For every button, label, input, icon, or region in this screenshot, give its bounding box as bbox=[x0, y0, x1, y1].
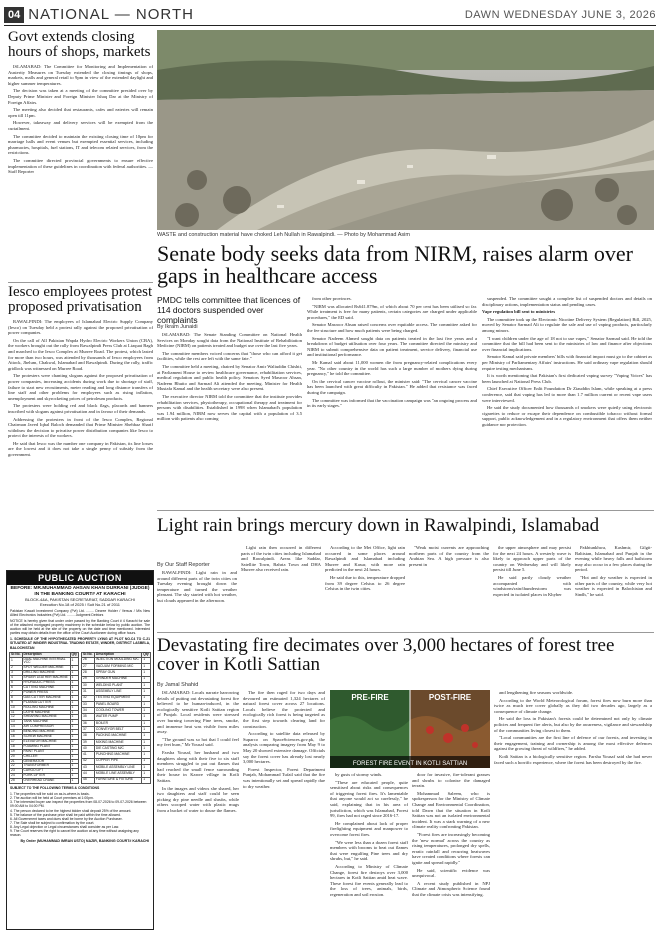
table-cell: PANEL BOARD bbox=[94, 701, 141, 707]
table-cell: 1 bbox=[142, 727, 151, 733]
table-cell: 1 bbox=[142, 701, 151, 707]
paragraph: Pakhtunkhwa, Kashmir, Gilgit-Baltistan, Islamabad and Punjab in the evening while heavy falls and hailstorm may also occur in a few places during the period. bbox=[575, 545, 652, 573]
paragraph: He said, scientific evidence was unequivocal. bbox=[412, 867, 490, 879]
table-cell: WELDING PLANT bbox=[94, 682, 141, 688]
divider bbox=[8, 282, 153, 283]
paragraph: On the cervical cancer vaccine rollout, the minister said: "The cervical cancer vaccine has been launched with great difficulty in Pakistan." He added that resistance was faced during the campaign. bbox=[307, 378, 477, 395]
story-iesco bbox=[8, 285, 153, 565]
table-cell: CUTTING MACHINE bbox=[22, 685, 70, 690]
paragraph: The protesters were holding red and black flags, placards and banners inscribed with slogans against privatisation and in favour of their demands. bbox=[8, 403, 153, 414]
story-fire-col2 bbox=[243, 690, 325, 930]
paragraph: The committee decided to maintain the existing closing time of 10pm for marriage halls and event venues but exempted essential services, including pharmacies, hospitals, fuel stations, IT and telecom related services, from the restrictions. bbox=[8, 133, 153, 156]
paragraph: RAWALPINDI: The employees of Islamabad Electric Supply Company (Iesco) on Tuesday held a protest rally against the proposed privatisation of power companies. bbox=[8, 319, 153, 336]
table-cell: PACKING MACHINE bbox=[94, 733, 141, 739]
paragraph: The committee took up the Electronic Nicotine Delivery System (Regulation) Bill, 2025, moved by Senator Sarmad Ali to regulate the sale and use of vaping products, particularly among minors. bbox=[482, 316, 652, 333]
table-cell: 1 bbox=[70, 725, 79, 730]
table-cell: 1 bbox=[142, 676, 151, 682]
table-cell: 24 bbox=[10, 774, 23, 779]
table-cell: 1 bbox=[70, 715, 79, 720]
table-cell: 29 bbox=[82, 676, 95, 682]
table-cell: 41 bbox=[82, 752, 95, 758]
table-cell: ELEVATOR MACHINE bbox=[22, 739, 70, 744]
table-cell: 1 bbox=[70, 769, 79, 774]
table-cell: 34 bbox=[82, 708, 95, 714]
table-cell: GAS CUTTER MACHINE bbox=[22, 695, 70, 700]
fire-satellite-photo bbox=[330, 690, 490, 768]
table-cell: 12 bbox=[10, 715, 23, 720]
auction-title: PUBLIC AUCTION bbox=[7, 571, 153, 585]
table-cell: 1 bbox=[70, 735, 79, 740]
story-rain-col bbox=[157, 570, 237, 628]
table-cell: 10 bbox=[10, 705, 23, 710]
paragraph: He complained about lack of proper firefighting equipment and manpower to overcome forest fires. bbox=[330, 820, 408, 837]
table-cell: 7 bbox=[10, 690, 23, 695]
table-cell: SPIDER LEATHER MACHINE bbox=[22, 676, 70, 681]
paragraph: suspended. The committee sought a complete list of suspended doctors and details on disciplinary actions, implementation status and pending cases. bbox=[482, 296, 652, 307]
paragraph: The fire then raged for two days and devoured an estimated 1,324 hectares of natural forest cover across 27 locations. Locals believe the protected and ecologically rich forest is being targeted as the first step towards clearing land for construction. bbox=[243, 690, 325, 729]
table-cell: 21 bbox=[10, 759, 23, 764]
paragraph: Mr Kamal said about 11,000 women die from pregnancy-related complications every year. "No other country in the world has such a large number of mothers dying during pregnancy," he told the committee. bbox=[307, 359, 477, 377]
paragraph: According to the World Meteorological forum, forest fires now burn more than twice as much tree cover globally as they did two decades ago, largely as a consequence of climate change. bbox=[494, 697, 652, 714]
table-cell: MIXING MACHINE bbox=[94, 739, 141, 745]
table-cell: 3 bbox=[10, 671, 23, 676]
table-cell: 1 bbox=[70, 739, 79, 744]
col-header: Qty bbox=[71, 651, 77, 656]
table-cell: 1 bbox=[70, 744, 79, 749]
table-cell: MOBILE LINE ASSEMBLY bbox=[94, 771, 141, 777]
table-cell: 1 bbox=[70, 720, 79, 725]
story-rain-byline: By Our Staff Reporter bbox=[157, 562, 210, 568]
paragraph: Forest Inspector, Forest Department Punjab, Mohammad Tufail said that the fire was intentionally set and spread rapidly due to dry weather. bbox=[243, 766, 325, 789]
story-rain-col bbox=[493, 545, 571, 628]
table-cell: 1 bbox=[142, 739, 151, 745]
paragraph: The committee members voiced concerns that "those who can afford it get facilities, while the rest are left with the same fate." bbox=[157, 350, 302, 362]
paragraph: However, takeaway and delivery services will be exempted from the curtailment. bbox=[8, 120, 153, 131]
table-cell: 43 bbox=[82, 765, 95, 771]
table-cell: CARGO LIFT bbox=[22, 769, 70, 774]
table-cell: 1 bbox=[70, 764, 79, 769]
story-rain-col bbox=[409, 545, 489, 628]
story-nirm-col1 bbox=[157, 332, 302, 502]
auction-note: 7. The Sale shall be subject to confirmation by the court. bbox=[10, 820, 95, 825]
table-cell: 26 bbox=[82, 657, 95, 663]
table-cell: DIE CASTING M/C bbox=[94, 746, 141, 752]
table-cell: GRINDER MACHINE bbox=[94, 676, 141, 682]
paragraph: He said due to this, temperature dropped from 39 degree Celsius to 26 degree Celsius in the twin cities. bbox=[325, 574, 405, 592]
auction-notes bbox=[7, 791, 153, 838]
divider bbox=[157, 632, 654, 633]
auction-signature: By Order (MUHAMMAD IMRAN USTO) NAZIR, BANKING COURT# KARACHI bbox=[20, 839, 149, 844]
story-fire-col1 bbox=[157, 690, 239, 930]
table-cell: 1 bbox=[142, 752, 151, 758]
col-header: Description bbox=[22, 652, 70, 657]
table-cell: 44 bbox=[82, 771, 95, 777]
dateline: DAWN WEDNESDAY JUNE 3, 2026 bbox=[464, 8, 656, 21]
table-cell: 1 bbox=[70, 695, 79, 700]
table-cell: AIR COMPRESSOR bbox=[22, 725, 70, 730]
table-cell: 11 bbox=[10, 710, 23, 715]
table-cell: ASSEMBLY LINE bbox=[94, 689, 141, 695]
paragraph: ISLAMABAD: The Committee for Monitoring and Implementation of Austerity Measures on Tuesday extended the closing timings of shops, markets, malls and general retail to 9pm in view of the extended daylight and higher summer temperatures. bbox=[8, 64, 153, 86]
table-cell: 1 bbox=[70, 749, 79, 754]
table-cell: LATHE MACHINE bbox=[22, 710, 70, 715]
table-cell: TESTING EQUIPMENT bbox=[94, 695, 141, 701]
auction-note: 5. The balance of the purchase price shall be paid within the time allowed. bbox=[10, 812, 121, 817]
auction-note: 1. The properties will be sold on as-is-where-is basis. bbox=[10, 792, 90, 797]
paragraph: He said the loss in Pakistan's forests could be determined not only by climate policies and frequent fire alerts, but also by the awareness, vigilance and stewardship of the communities living closest to them. bbox=[494, 716, 652, 733]
paragraph: and lengthening fire seasons worldwide. bbox=[499, 690, 574, 695]
table-cell: 35 bbox=[82, 714, 95, 720]
table-cell: DRILLING MACHINE bbox=[22, 671, 70, 676]
auction-note: 9. The Court reserves the right to cancel the auction at any time without assigning any reason. bbox=[10, 829, 139, 838]
table-cell: BENDING MACHINE bbox=[22, 730, 70, 735]
nullah-photo bbox=[157, 30, 654, 230]
paragraph: the upper atmosphere and may persist for the next 24 hours. A westerly wave is likely to approach upper parts of the country on Wednesday and will likely persist till June 5. bbox=[493, 545, 571, 573]
paragraph: It is worth mentioning that Pakistan's first dedicated vaping survey "Vaping Voices" has been launched at National Press Club. bbox=[482, 373, 652, 384]
table-cell: ROLLING MACHINE bbox=[22, 705, 70, 710]
auction-note: 8. Any Legal objection or Legal circumstances shall consider as per Law. bbox=[10, 824, 119, 829]
col-header: Sr.No. bbox=[83, 651, 93, 656]
table-cell: 38 bbox=[82, 733, 95, 739]
story-fire-col3 bbox=[330, 772, 408, 930]
paragraph: The meeting also decided that restaurants, cafes and eateries will remain open till 11pm. bbox=[8, 107, 153, 118]
table-cell: COPPER PIPE bbox=[94, 758, 141, 764]
paragraph: He said partly cloudy weather accompanied with windstorm/rain/thunderstorm was expected in isolated places in Khyber bbox=[493, 574, 571, 597]
table-cell: TRANSFORMER bbox=[22, 764, 70, 769]
table-cell: PUNCHING MACHINE bbox=[94, 752, 141, 758]
table-cell: COOLING TOWER bbox=[94, 708, 141, 714]
photo-caption: WASTE and construction material have choked Leh Nullah in Rawalpindi. — Photo by Mohammad Asim bbox=[157, 232, 410, 238]
table-cell: 1 bbox=[142, 695, 151, 701]
table-cell: 1 bbox=[142, 708, 151, 714]
auction-schedule-title: 1. SCHEDULE OF THE HYPOTHECATED PROPERTY LYING AT PLOT NO.C4 TO C-21 SITUATED AT WINDER INDUSTRIAL TRADING ESTATE, WINDER, DISTRICT LASBELA, BALOCHISTAN bbox=[10, 637, 150, 650]
paragraph: According to Ministry of Climate Change, forest fire destroys over 3,000 hectares in Kotli Sattian amid heat wave. These forest fire events generally lead to the loss of trees, animals, birds, regeneration and soil erosion. bbox=[330, 863, 408, 897]
paragraph: by gusts of stormy winds. bbox=[335, 772, 383, 777]
table-row bbox=[10, 779, 79, 784]
table-cell: 1 bbox=[70, 700, 79, 705]
table-cell: FURNITURE & FIXTURE bbox=[94, 777, 141, 783]
table-cell: 14 bbox=[10, 725, 23, 730]
paragraph: "I want children under the age of 18 not to use vapes," Senator Sarmad said. He told the committee that the bill had been sent to the ministries of law and finance after objections over financial implications. bbox=[482, 335, 652, 352]
table-cell: 1 bbox=[142, 689, 151, 695]
pre-fire-label: PRE-FIRE bbox=[351, 693, 389, 702]
table-cell: 1 bbox=[142, 720, 151, 726]
paragraph: door for invasive, fire-tolerant grasses and shrubs to colonise the damaged terrain. bbox=[412, 772, 490, 789]
col-header: Qty bbox=[143, 651, 149, 656]
paragraph: On the call of All Pakistan Wapda Hydro Electric Workers Union (CBA), the workers brought out the rally from Rawalpindi Press Club at Liaquat Bagh and marched to the Iesco Complex at Murree Road. The protest, which lasted for more than two hours, was attended by thousands of Iesco employees from Attock, Jhelum, Chakwal, Islamabad and Rawalpindi. During the rally, traffic gridlock was witnessed on Murree Road. bbox=[8, 337, 153, 371]
paragraph: According to satellite data released by Suparco on SpaceSciences.gov.pk, the analysis comparing imagery from May 9 to May 20 showed extensive damage. Officials say the forest cover has already lost nearly 3,000 hectares. bbox=[243, 731, 325, 765]
col-header: Description bbox=[94, 652, 141, 657]
paragraph: ISLAMABAD: The Senate Standing Committee on National Health Services on Monday sought data from the National Institute of Rehabilitation Medicine (NIRM) on patients treated and budget use over the last five years. bbox=[157, 332, 302, 349]
table-cell: CONVEYOR BELT bbox=[94, 727, 141, 733]
auction-address: BLOCK-4&A, PAKISTAN SECRETARIAT, SADDAR KARACHI bbox=[25, 597, 135, 603]
paragraph: The protesters were chanting slogans against the proposed privatisation of power companies, increasing accidents during work due to shortage of staff, failure to start new recruitments, meter reading and long distance transfers of line staff and other problems for employees such as rising inflation, unemployment and skyrocketing prices of petroleum products. bbox=[8, 373, 153, 401]
table-cell: 1 bbox=[70, 710, 79, 715]
paragraph: Farsha Yousaf, her husband and two daughters along with their five to six staff members struggled to put out flames that had reached the small fence surrounding their house in Karore village in Kotli Sattian. bbox=[157, 749, 239, 783]
auction-court: BEFORE: MR.MUHAMMAD AHSAN KHAN DURRANI (JUDGE) IN THE BANKING COURT# AT KARACHI bbox=[10, 586, 150, 597]
table-cell: CHILLER bbox=[22, 754, 70, 759]
table-cell: TANK MACHINE bbox=[22, 720, 70, 725]
table-row bbox=[82, 777, 151, 783]
table-cell: 1 bbox=[142, 663, 151, 669]
paragraph: In the images and videos she shared, her two daughters and staff could be seen picking dry pine needle and shrubs, while others scooped water with plastic mugs from a bucket of water to douse the flames. bbox=[157, 785, 239, 813]
table-cell: 1 bbox=[70, 730, 79, 735]
divider bbox=[157, 510, 654, 511]
table-cell: 1 bbox=[70, 690, 79, 695]
subheading: Vape regulation bill sent to ministries bbox=[482, 309, 556, 315]
table-cell: 23 bbox=[10, 769, 23, 774]
story-rain-headline[interactable]: Light rain brings mercury down in Rawalpindi, Islamabad bbox=[157, 515, 600, 536]
paragraph: Senator Masroor Ahsan raised concerns over equitable access. The committee asked for the fee structure and how much patients were being charged. bbox=[307, 322, 477, 333]
story-nirm-col3 bbox=[482, 296, 652, 502]
auction-note: 4. The person declared to be the highest bidder shall deposit 25% of the amount. bbox=[10, 808, 132, 813]
table-cell: 32 bbox=[82, 695, 95, 701]
paragraph: RAWALPINDI: Light rain in and around different parts of the twin cities on Tuesday evening brought down the temperature and turned the weather pleasant. The sky started with hot weather, but clouds appeared in the afternoon. bbox=[157, 570, 237, 603]
table-cell: 1 bbox=[142, 771, 151, 777]
table-cell: BOILER bbox=[94, 720, 141, 726]
auction-execution: Execution No.18 of 2025 / Suit No.21 of 2011 bbox=[40, 601, 120, 607]
table-cell: 1 bbox=[142, 777, 151, 783]
paragraph: "Local communities are the first line of defence of our forests, and investing in their engagement, training and ownership is among the most effective defences against the growing threat of wildfires," he added. bbox=[494, 735, 652, 752]
section-title: NATIONAL — NORTH bbox=[28, 6, 194, 23]
table-cell: DUAL MACHINE INTERNAL VCC bbox=[22, 657, 70, 666]
paragraph: He said that Iesco was the number one company in Pakistan, its line losses are the lowest and it does not take a single penny of subsidy from the government. bbox=[8, 440, 153, 458]
paragraph: "We were less than a dozen forest staff members with brooms to beat out flames that were engulfing Pine trees and dry shrubs, but," he said. bbox=[330, 839, 408, 862]
table-cell: 1 bbox=[70, 754, 79, 759]
table-cell: 1 bbox=[142, 733, 151, 739]
table-cell: 17 bbox=[10, 739, 23, 744]
paragraph: ISLAMABAD: Locals narrate harrowing details of putting out devastating forest fire believed to be human-induced, in the ecologically sensitive Kotli Sattian region of Punjab. Local residents were stressed over burning towering Pine trees, smoke, and immense heat was visible from miles away. bbox=[157, 690, 239, 735]
table-cell: 1 bbox=[70, 774, 79, 779]
paragraph: Mohammad Saleem, who is spokesperson for the Ministry of Climate Change and Environmental Coordination, told Dawn that the situation in Kotli Sattian was not an isolated environmental incident. It was a stark warning of a new climate reality confronting Pakistan. bbox=[412, 790, 490, 830]
table-cell: 30 bbox=[82, 682, 95, 688]
table-cell: 1 bbox=[142, 714, 151, 720]
table-cell: 36 bbox=[82, 720, 95, 726]
auction-note: 6. All Government taxes and dues shall be borne by the Auction Purchaser. bbox=[10, 816, 123, 821]
paragraph: According to the Met Office, light rain occurred in some places around Rawalpindi and Islamabad including Murree and Kasur, with more rain predicted in the next 24 hours. bbox=[325, 545, 405, 573]
paragraph: Senator Kamal said private members' bills with financial impact must go to the cabinet as per Ministry of Parliamentary Affairs' instructions. He said ordinary vape regulation should require testing mechanisms. bbox=[482, 354, 652, 371]
table-cell: 22 bbox=[10, 764, 23, 769]
paragraph: He said the study documented how thousands of smokers were quietly using electronic cigarettes to reduce or escape their dependence on combustible tobacco without formal support, public acknowledgement and in a regulatory environment that offers them neither guidance nor protection. bbox=[482, 405, 652, 427]
table-cell: 18 bbox=[10, 744, 23, 749]
auction-notice: NOTICE is hereby given that under order passed by the Banking Court # 4 Karachi for sale of the attached mortgaged property machinery in the schedule below by public auction. The auction will be held at the site of the property on the date and time mentioned. Interested parties may obtain details from the office of the Court Auctioneer during office hours. bbox=[10, 618, 150, 636]
table-cell: MOBILE ASSEMBLY LINE bbox=[94, 765, 141, 771]
story-fire-headline[interactable]: Devastating fire decimates over 3,000 hectares of forest tree cover in Kotli Sattian bbox=[157, 635, 615, 675]
table-cell: 16 bbox=[10, 735, 23, 740]
table-cell: SPOT WELDER MACHINE bbox=[22, 666, 70, 671]
story-iesco-body bbox=[8, 319, 153, 460]
table-cell: 1 bbox=[70, 676, 79, 681]
table-cell: 1 bbox=[142, 758, 151, 764]
page-number: 04 bbox=[4, 7, 24, 23]
table-cell: PAINT PLANT bbox=[22, 749, 70, 754]
story-nirm-byline: By Ikram Junaidi bbox=[157, 324, 198, 330]
table-cell: 4 bbox=[10, 676, 23, 681]
table-cell: PLASMA CUTTER bbox=[22, 700, 70, 705]
story-nirm-col2 bbox=[307, 296, 477, 502]
paragraph: Addressing the protesters in front of the Iesco Complex, Regional Chairman Javed Iqbal Baloch demanded that Prime Minister Shehbaz Sharif withdraw the decision to privatise power distribution companies like Iesco to protect the interests of the workers. bbox=[8, 416, 153, 439]
paragraph: The committee was informed that the vaccination campaign was "an ongoing process and in its early stages." bbox=[307, 397, 477, 409]
table-cell: 1 bbox=[70, 666, 79, 671]
auction-note: 3. The interested buyer can inspect the properties from 08-07-2026 to 09-07-2026 between 09:00 AM to 04:00 PM. bbox=[10, 800, 147, 809]
table-cell: VACUUM FORMING M/C bbox=[94, 663, 141, 669]
fire-photo-caption: FOREST FIRE EVENT IN KOTLI SATTIAN bbox=[352, 761, 468, 767]
table-cell: SHEARING MACHINE bbox=[22, 715, 70, 720]
table-cell: 37 bbox=[82, 727, 95, 733]
schedule-table-left bbox=[9, 652, 79, 784]
paragraph: "Weak moist currents are approaching northern parts of the country from the Arabian Sea. A high pressure is also present in bbox=[409, 545, 489, 567]
table-cell: GENERATOR bbox=[22, 759, 70, 764]
table-cell: 1 bbox=[10, 657, 23, 666]
table-cell: FORK LIFTER bbox=[22, 774, 70, 779]
table-cell: 2 bbox=[10, 666, 23, 671]
table-cell: 13 bbox=[10, 720, 23, 725]
story-fire-col5 bbox=[494, 690, 652, 930]
table-cell: 39 bbox=[82, 739, 95, 745]
table-cell: 1 bbox=[70, 671, 79, 676]
table-cell: POWER PRESS bbox=[22, 690, 70, 695]
table-cell: 15 bbox=[10, 730, 23, 735]
paragraph: Kotli Sattian is a biologically sensitive region. Farsha Yousaf said she had never faced such a horrific experience, where the forest has been destroyed by the fire. bbox=[494, 753, 652, 765]
table-cell: 1 bbox=[142, 765, 151, 771]
story-rain-col bbox=[575, 545, 652, 628]
table-cell: 1 bbox=[70, 759, 79, 764]
story-rain-col bbox=[241, 545, 321, 628]
fire-satellite-image bbox=[330, 690, 490, 768]
paragraph: "NIRM was allocated Rs641.879m, of which about 70 per cent has been utilised so far. While treatment is free for many patients, certain categories are charged under applicable procedures," the ED said. bbox=[307, 303, 477, 320]
table-cell: 33 bbox=[82, 701, 95, 707]
table-cell: 1 bbox=[70, 705, 79, 710]
auction-notes-title: SUBJECT TO THE FOLLOWING TERMS & CONDITIONS bbox=[10, 786, 100, 791]
table-cell: 1 bbox=[142, 670, 151, 676]
table-cell: 1 bbox=[142, 746, 151, 752]
nullah-photo-image bbox=[157, 30, 654, 230]
table-cell: 31 bbox=[82, 689, 95, 695]
paragraph: A recent study published in NPJ Climate and Atmospheric Science found that the climate crisis was intensifying. bbox=[412, 880, 490, 897]
table-cell: 6 bbox=[10, 685, 23, 690]
table-cell: 28 bbox=[82, 670, 95, 676]
table-cell: WATER PUMP bbox=[94, 714, 141, 720]
table-cell: OVERHEAD CRANE bbox=[22, 779, 70, 784]
table-cell: 8 bbox=[10, 695, 23, 700]
public-auction-ad bbox=[6, 570, 154, 930]
paragraph: "These are educated people, quite sensitised about risks and consequences of triggering forest fires. It's lamentable that anyone would act so carelessly," he said, explaining that in his area of jurisdiction, which was Islamabad, Forest 99, fires had not raged since 2016-17. bbox=[330, 779, 408, 819]
paragraph: from other provinces. bbox=[312, 296, 352, 301]
table-cell: 19 bbox=[10, 749, 23, 754]
story-govt bbox=[8, 30, 153, 280]
paragraph: Senator Nadeem Ahmed sought data on patients treated in the last five years and a breakdown of budget utilisation over four years. The committee directed the ministry and NIRM to submit comprehensive data on patient treatment, service delivery, financial use and institutional performance. bbox=[307, 335, 477, 358]
story-govt-body bbox=[8, 64, 153, 177]
story-nirm-headline[interactable]: Senate body seeks data from NIRM, raises alarm over gaps in healthcare access bbox=[157, 241, 633, 288]
paragraph: Light rain then occurred in different parts of the twin cities including Islamabad and Rawalpindi. Areas like Saddar, Satellite Town, Bahria Town and DHA Murree also received rain. bbox=[241, 545, 321, 573]
story-fire-col4 bbox=[412, 772, 490, 930]
table-cell: SPRAY GUN bbox=[94, 670, 141, 676]
col-header: Sr.No. bbox=[11, 651, 21, 656]
story-rain-col bbox=[325, 545, 405, 628]
table-cell: 42 bbox=[82, 758, 95, 764]
table-cell: HYDRAULIC PRESS bbox=[22, 681, 70, 686]
paragraph: Chief Executive Officer Enlit Foundation Dr Ziauddin Islam, while speaking at a press conference, said that vaping has led to more than 1.7 million current or recent vape users were interviewed. bbox=[482, 386, 652, 403]
story-govt-headline[interactable]: Govt extends closing hours of shops, markets bbox=[8, 30, 151, 60]
table-cell: 5 bbox=[10, 681, 23, 686]
table-cell: 45 bbox=[82, 777, 95, 783]
table-cell: 25 bbox=[10, 779, 23, 784]
table-cell: 1 bbox=[70, 779, 79, 784]
table-cell: INJECTION MOULDING M/C bbox=[94, 657, 141, 663]
table-cell: 27 bbox=[82, 663, 95, 669]
table-cell: 40 bbox=[82, 746, 95, 752]
table-cell: 9 bbox=[10, 700, 23, 705]
table-cell: SCREW MACHINE bbox=[22, 735, 70, 740]
schedule-table-right bbox=[81, 652, 151, 784]
paragraph: "Hot and dry weather is expected in other parts of the country, while very hot weather is expected in Balochistan and Sindh," he said. bbox=[575, 574, 652, 597]
table-cell: 1 bbox=[142, 682, 151, 688]
auction-note: 2. The auction will be held at Court premises at 1:00pm. bbox=[10, 796, 94, 801]
page-header bbox=[4, 4, 656, 26]
paragraph: The executive director NIRM told the committee that the institute provides rehabilitation services, physiotherapy, occupational therapy and treatment for persons with disabilities. Established in 1998 when Islamabad's population was 1.94 million, NIRM now serves the capital with a population of 3.5 million with patients also coming bbox=[157, 393, 302, 422]
paragraph: The committee held a meeting, chaired by Senator Amir Waliuddin Chishti, at Parliament House to review healthcare governance, rehabilitation services, medical regulation and public health policy. Senators Syed Masroor Ahsan, Nadeem Bhutto and Sarmad Ali attended the meeting. Minister for Health Mustafa Kamal and the health secretary were also present. bbox=[157, 363, 302, 392]
paragraph: The decision was taken at a meeting of the committee presided over by Deputy Prime Minister and Foreign Minister Ishaq Dar at the Ministry of Foreign Affairs. bbox=[8, 88, 153, 105]
table-cell: 1 bbox=[70, 657, 79, 666]
table-cell: 1 bbox=[70, 685, 79, 690]
auction-parties: Pakistan Kuwait Investment Company (Pvt) Ltd. ........ Decree Holder / Versus / M/s New Allied Electronics Industries (Pvt) Ltd. ........ Judgment Debtors bbox=[10, 608, 150, 617]
story-iesco-headline[interactable]: Iesco employees protest proposed privatisation bbox=[8, 285, 153, 315]
table-cell: 1 bbox=[142, 657, 151, 663]
auction-schedule bbox=[7, 651, 153, 785]
paragraph: The committee directed provincial governments to ensure effective implementation of these guidelines in coordination with federal authorities. — Staff Reporter bbox=[8, 157, 153, 175]
table-cell: 20 bbox=[10, 754, 23, 759]
paragraph: "The ground was so hot that I could feel my feet burn," Mr Yousaf said. bbox=[157, 736, 239, 748]
table-cell: FOAMING PLANT bbox=[22, 744, 70, 749]
story-fire-byline: By Jamal Shahid bbox=[157, 682, 199, 688]
paragraph: "Forest fires are increasingly becoming the 'new normal' across the country as rising temperatures, prolonged dry spells, erratic rainfall and recurring heatwaves have created conditions where forests can ignite and spread rapidly." bbox=[412, 831, 490, 865]
story-nirm-deck: PMDC tells committee that licences of 114 doctors suspended over complaints bbox=[157, 295, 301, 325]
table-cell: 1 bbox=[70, 681, 79, 686]
post-fire-label: POST-FIRE bbox=[428, 693, 472, 702]
